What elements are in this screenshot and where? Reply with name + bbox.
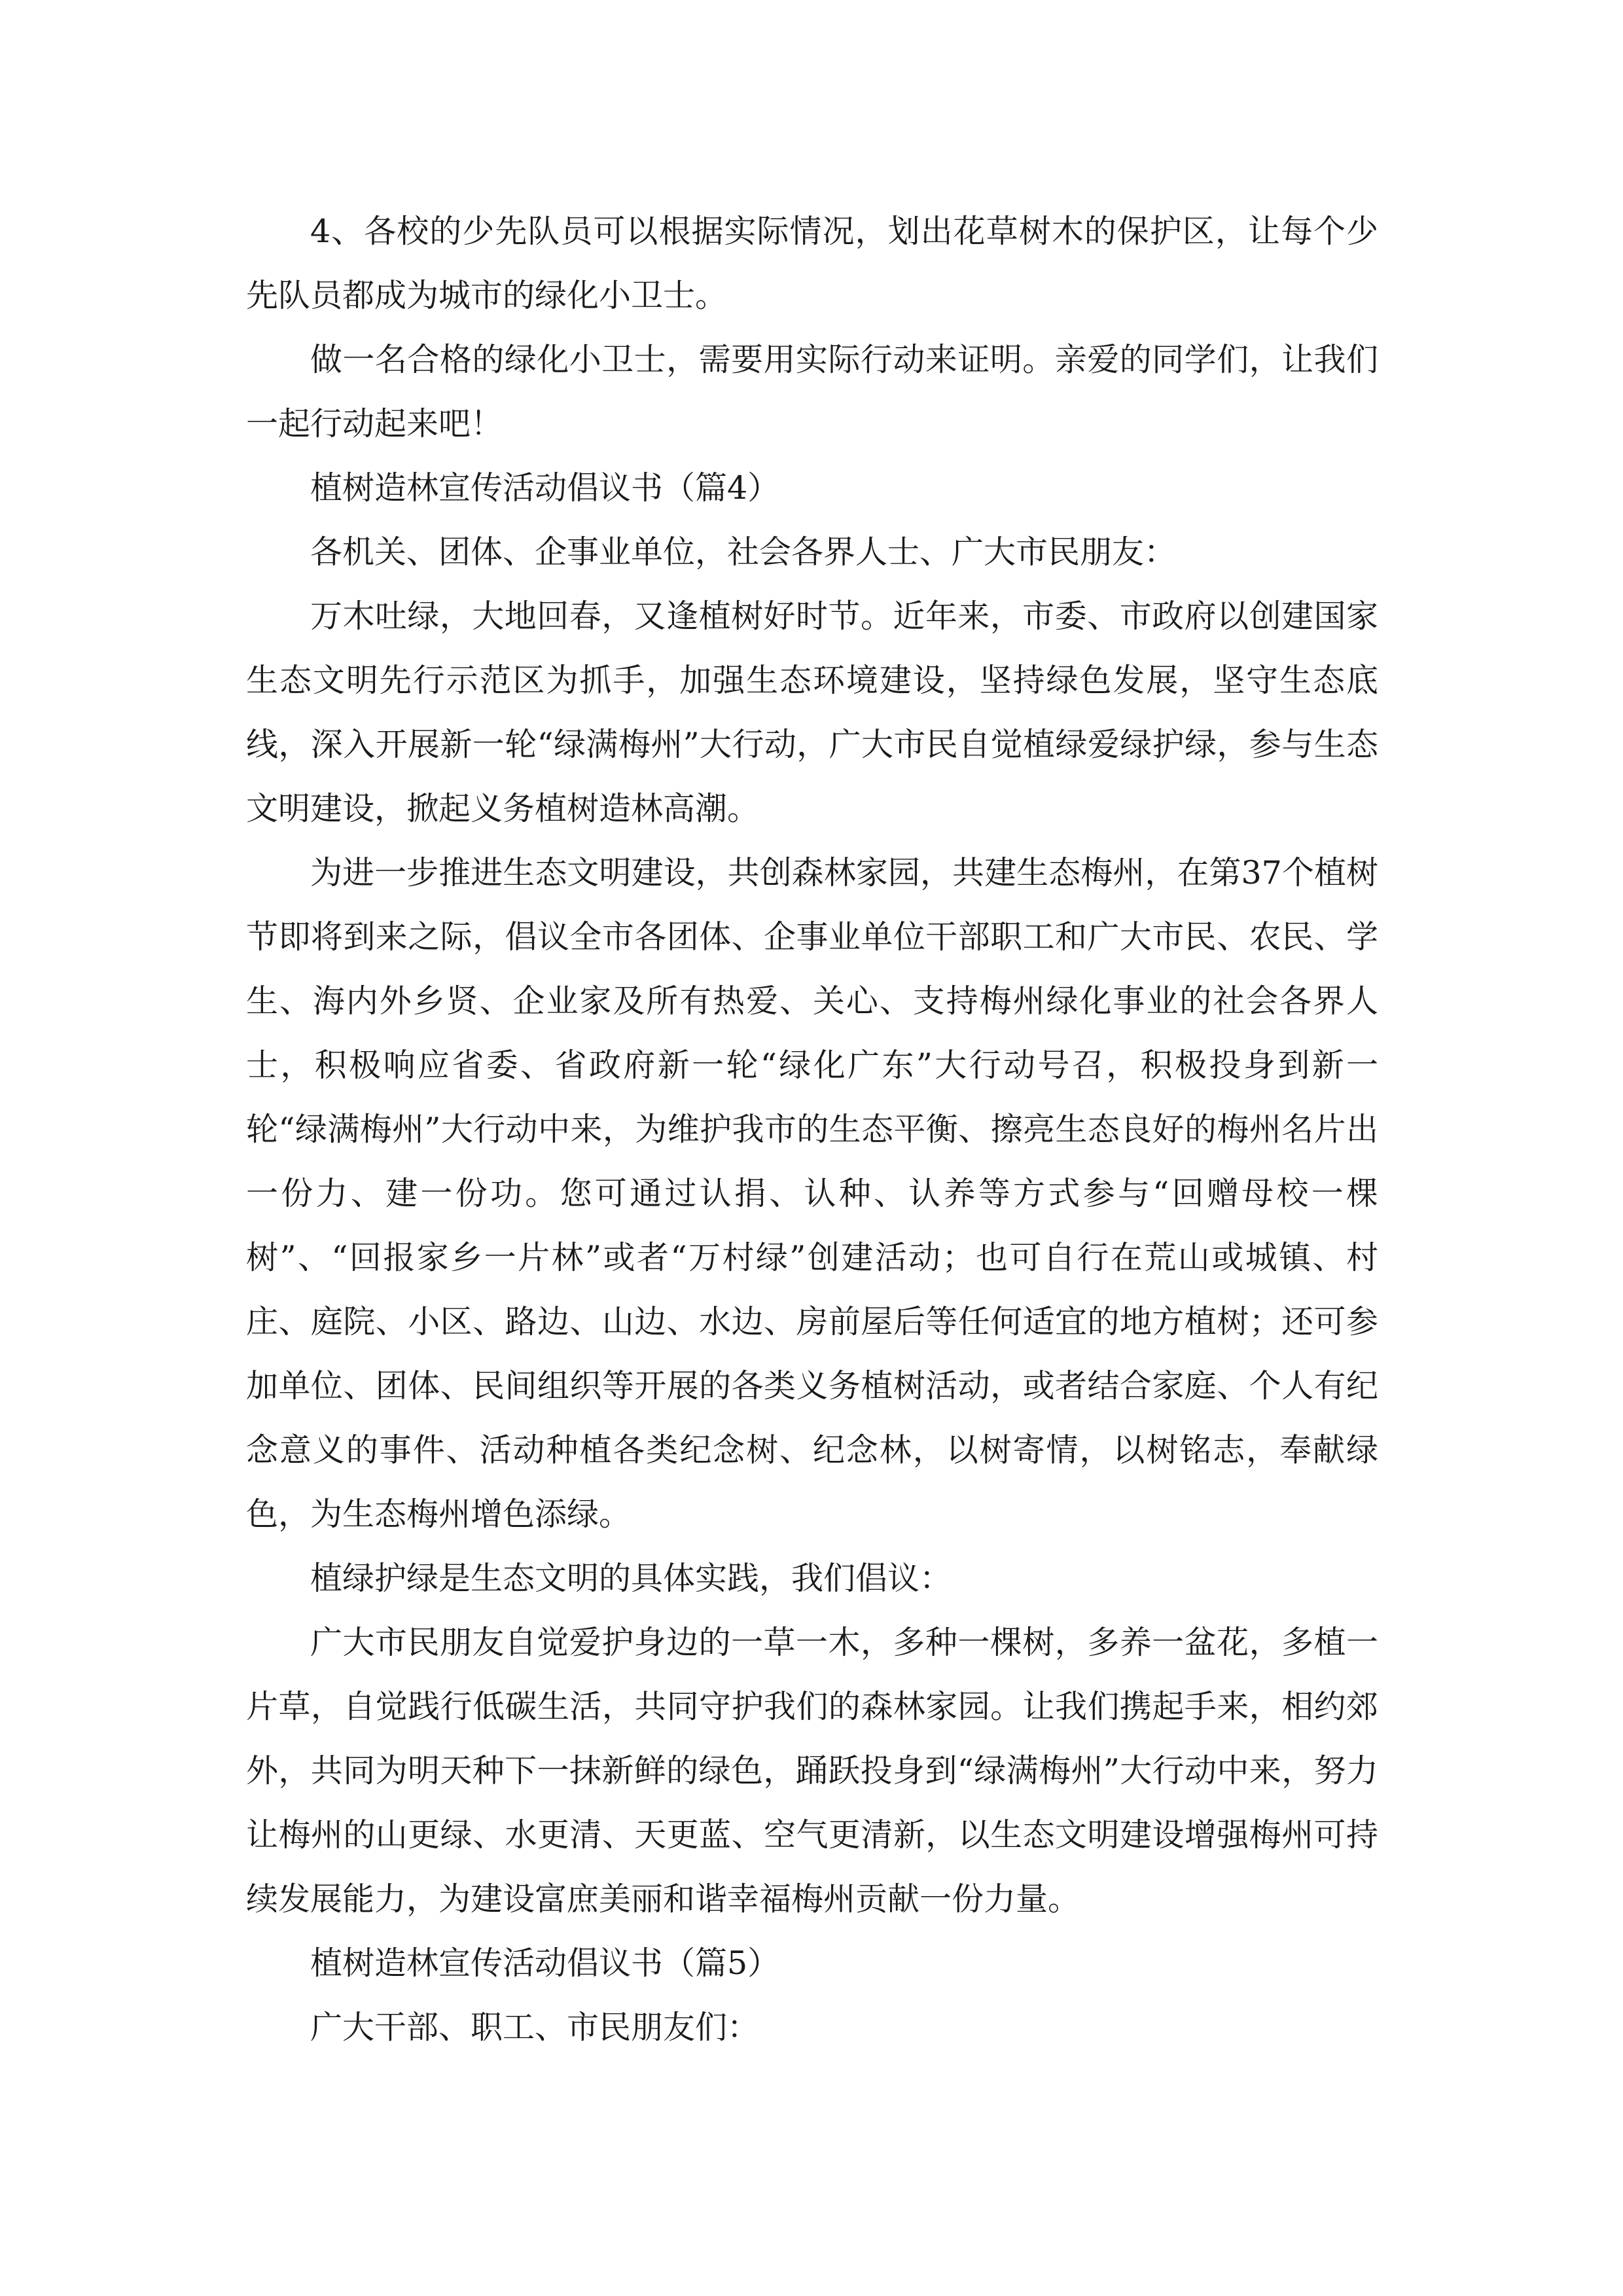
section-heading-part-4: 植树造林宣传活动倡议书（篇4） [310, 469, 780, 507]
paragraph-call-to-action: 做一名合格的绿化小卫士，需要用实际行动来证明。亲爱的同学们，让我们一起行动起来吧！ [246, 341, 1378, 442]
salutation-part-4: 各机关、团体、企事业单位，社会各界人士、广大市民朋友： [310, 533, 1177, 571]
section-heading-part-5: 植树造林宣传活动倡议书（篇5） [310, 1945, 780, 1982]
paragraph-citizen-appeal: 广大市民朋友自觉爱护身边的一草一木，多种一棵树，多养一盆花，多植一片草，自觉践行低碳生活，共同守护我们的森林家园。让我们携起手来，相约郊外，共同为明天种下一抹新鲜的绿色，踊跃投身到“绿满梅州”大行动中来，努力让梅州的山更绿、水更清、天更蓝、空气更清新，以生态文明建设增强梅州可持续发展能力，为建设富庶美丽和谐幸福梅州贡献一份力量。 [246, 1624, 1378, 1918]
document-body [246, 200, 1378, 2060]
paragraph-spring-planting: 万木吐绿，大地回春，又逢植树好时节。近年来，市委、市政府以创建国家生态文明先行示范区为抓手，加强生态环境建设，坚持绿色发展，坚守生态底线，深入开展新一轮“绿满梅州”大行动，广大市民自觉植绿爱绿护绿，参与生态文明建设，掀起义务植树造林高潮。 [246, 598, 1378, 827]
paragraph-initiative-details: 为进一步推进生态文明建设，共创森林家园，共建生态梅州，在第37个植树节即将到来之际，倡议全市各团体、企事业单位干部职工和广大市民、农民、学生、海内外乡贤、企业家及所有热爱、关心、支持梅州绿化事业的社会各界人士，积极响应省委、省政府新一轮“绿化广东”大行动号召，积极投身到新一轮“绿满梅州”大行动中来，为维护我市的生态平衡、擦亮生态良好的梅州名片出一份力、建一份功。您可通过认捐、认种、认养等方式参与“回赠母校一棵树”、“回报家乡一片林”或者“万村绿”创建活动；也可自行在荒山或城镇、村庄、庭院、小区、路边、山边、水边、房前屋后等任何适宜的地方植树；还可参加单位、团体、民间组织等开展的各类义务植树活动，或者结合家庭、个人有纪念意义的事件、活动种植各类纪念树、纪念林，以树寄情，以树铭志，奉献绿色，为生态梅州增色添绿。 [246, 854, 1378, 1533]
paragraph-item-4-protection-zone: 4、各校的少先队员可以根据实际情况，划出花草树木的保护区，让每个少先队员都成为城市的绿化小卫士。 [246, 213, 1378, 314]
paragraph-proposal-intro: 植绿护绿是生态文明的具体实践，我们倡议： [310, 1560, 952, 1597]
salutation-part-5: 广大干部、职工、市民朋友们： [310, 2009, 760, 2046]
